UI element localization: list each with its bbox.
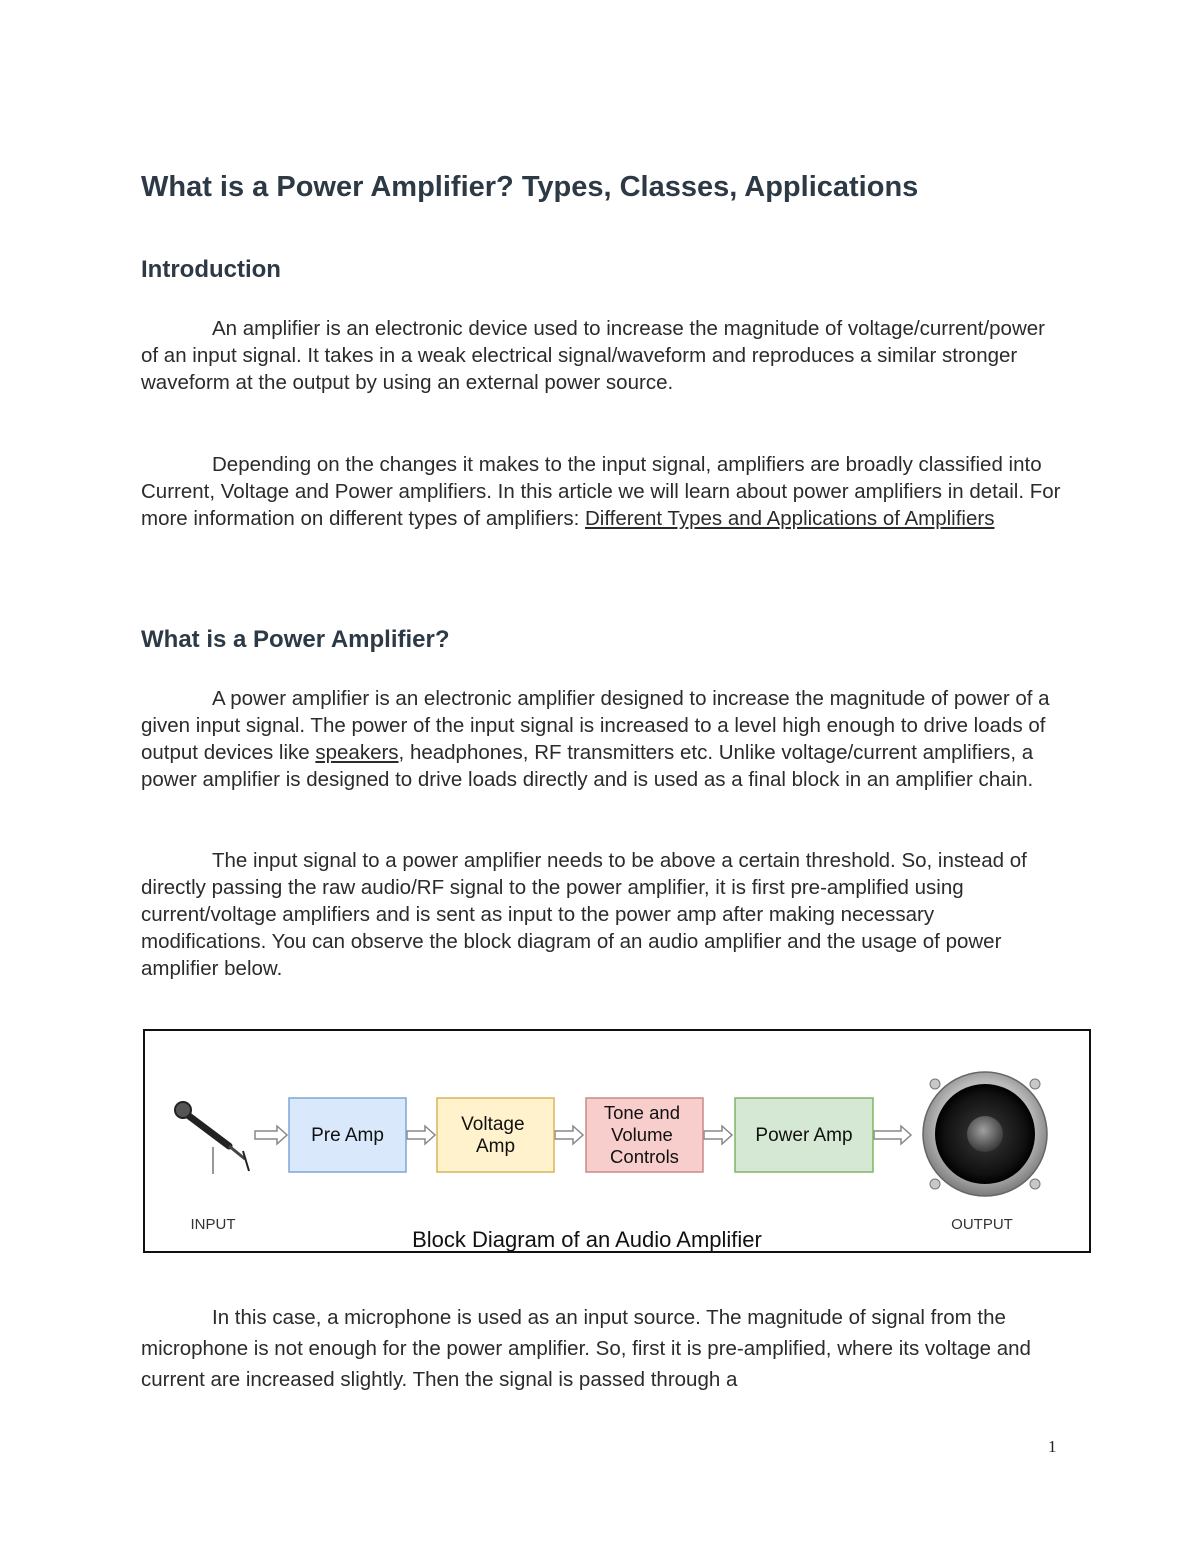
signal-arrow (255, 1126, 287, 1144)
block-voltage-amp (437, 1098, 554, 1172)
after-figure-paragraph: In this case, a microphone is used as an input source. The magnitude of signal from the microphone is not enough for the power amplifier. So, first it is pre-amplified, where its voltage and current are increased slightly. Then the signal is passed through a (141, 1306, 1031, 1391)
svg-text:Block Diagram of an Audio Ampl (412, 1227, 762, 1251)
intro-paragraph-2-text: Depending on the changes it makes to the input signal, amplifiers are broadly classified into Current, Voltage and Power amplifiers. In this article we will learn about power amplifiers in detail. For more information on different types of amplifiers: (141, 453, 1061, 530)
power-amp-paragraph-1 (141, 685, 1061, 793)
block-tone-label-line-3: Controls (610, 1146, 679, 1167)
output-label: OUTPUT (951, 1216, 1013, 1233)
block-power-amp-label: Power Amp (755, 1125, 853, 1146)
block-diagram-figure (143, 1029, 1091, 1253)
heading-introduction: Introduction (141, 256, 281, 283)
amplifier-types-link[interactable]: Different Types and Applications of Amplifiers (585, 507, 995, 530)
signal-arrow (874, 1126, 911, 1144)
intro-paragraph-1: An amplifier is an electronic device used to increase the magnitude of voltage/current/power of an input signal. It takes in a weak electrical signal/waveform and reproduces a similar stronger waveform at the output by using an external power source. (141, 317, 1045, 394)
block-tone-label-line-1: Tone and (603, 1102, 680, 1123)
block-pre-amp-label: Pre Amp (311, 1125, 384, 1146)
heading-what-is-power-amplifier: What is a Power Amplifier? (141, 626, 450, 653)
power-amp-paragraph-2: The input signal to a power amplifier needs to be above a certain threshold. So, instead of directly passing the raw audio/RF signal to the power amplifier, it is first pre-amplified using current/voltage amplifiers and is sent as input to the power amp after making necessary modifications. You can observe the block diagram of an audio amplifier and the usage of power amplifier below. (141, 849, 1027, 980)
svg-text:Tone and Volume (604, 1102, 685, 1167)
block-tone-label-line-2: Volume (611, 1124, 673, 1145)
block-voltage-amp-label-line-1: Voltage (461, 1114, 525, 1135)
input-label: INPUT (190, 1216, 236, 1233)
page-number: 1 (1048, 1437, 1057, 1456)
signal-arrow (555, 1126, 583, 1144)
block-power-amp (735, 1098, 873, 1172)
block-voltage-amp-box (437, 1098, 554, 1172)
power-amp-paragraph-1-before: A power amplifier is an electronic amplifier designed to increase the magnitude of power of a given input signal. The power of the input signal is increased to a level high enough to drive loads of output devices like (141, 687, 1050, 764)
diagram-caption: Block Diagram of an Audio Amplifier (412, 1227, 762, 1251)
block-pre-amp (289, 1098, 406, 1172)
intro-paragraph-2 (141, 451, 1061, 532)
document-title: What is a Power Amplifier? Types, Classes, Applications (141, 171, 919, 203)
signal-arrow (704, 1126, 732, 1144)
svg-text:INPUT (191, 1216, 236, 1233)
block-tone-volume-controls (586, 1098, 703, 1172)
svg-text:OUTPUT (951, 1216, 1013, 1233)
block-voltage-amp-label-line-2: Amp (475, 1136, 516, 1157)
microphone-icon (175, 1102, 249, 1174)
svg-text:Pre Amp (311, 1125, 384, 1146)
signal-arrow (407, 1126, 435, 1144)
svg-text:Power Amp (755, 1125, 852, 1146)
speaker-icon (923, 1072, 1047, 1196)
power-amp-paragraph-1-after: , headphones, RF transmitters etc. Unlike voltage/current amplifiers, a power amplifier is designed to drive loads directly and is used as a final block in an amplifier chain. (141, 741, 1034, 791)
speakers-link[interactable]: speakers (315, 741, 399, 764)
